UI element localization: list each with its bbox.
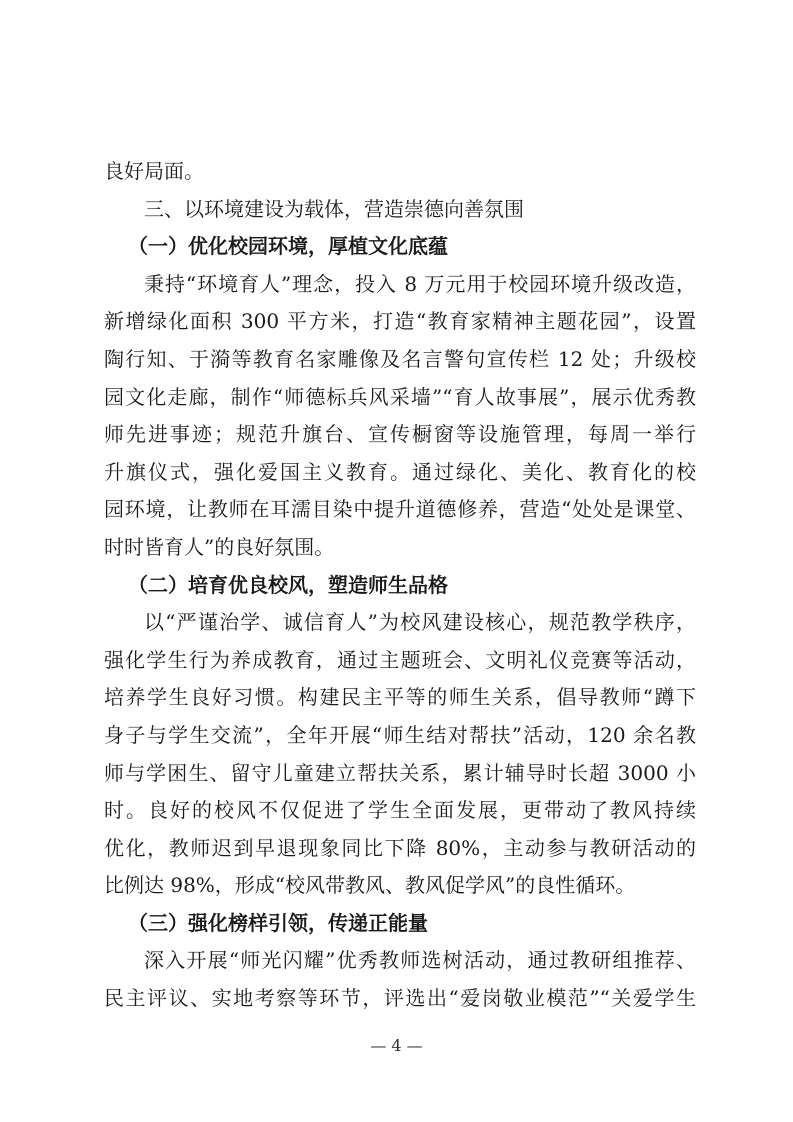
paragraph-line: 优化，教师迟到早退现象同比下降 80%，主动参与教研活动的	[104, 835, 696, 860]
paragraph-line: 园文化走廊，制作“师德标兵风采墙”“育人故事展”，展示优秀教	[104, 384, 696, 409]
page-number: — 4 —	[370, 1036, 423, 1055]
document-body	[104, 153, 696, 1018]
paragraph-line: 师先进事迹；规范升旗台、宣传橱窗等设施管理，每周一举行	[104, 422, 696, 447]
paragraph-line: 师与学困生、留守儿童建立帮扶关系，累计辅导时长超 3000 小	[104, 760, 696, 785]
paragraph-line: 升旗仪式，强化爱国主义教育。通过绿化、美化、教育化的校	[104, 459, 696, 484]
paragraph-line: 强化学生行为养成教育，通过主题班会、文明礼仪竞赛等活动，	[104, 647, 696, 672]
subsection-heading: （二）培育优良校风，塑造师生品格	[128, 572, 448, 597]
paragraph-line: 身子与学生交流”，全年开展“师生结对帮扶”活动，120 余名教	[104, 722, 696, 747]
subsection-heading: （三）强化榜样引领，传递正能量	[128, 910, 428, 935]
paragraph-line: 深入开展“师光闪耀”优秀教师选树活动，通过教研组推荐、	[144, 948, 696, 973]
subsection-heading: （一）优化校园环境，厚植文化底蕴	[128, 234, 448, 259]
paragraph-line: 培养学生良好习惯。构建民主平等的师生关系，倡导教师“蹲下	[104, 685, 696, 710]
paragraph-line: 园环境，让教师在耳濡目染中提升道德修养，营造“处处是课堂、	[104, 497, 696, 522]
paragraph-line: 比例达 98%，形成“校风带教风、教风促学风”的良性循环。	[104, 873, 636, 898]
paragraph-line: 良好局面。	[104, 159, 204, 183]
paragraph-line: 以“严谨治学、诚信育人”为校风建设核心，规范教学秩序，	[144, 610, 696, 635]
paragraph-line: 秉持“环境育人”理念，投入 8 万元用于校园环境升级改造，	[144, 271, 696, 296]
paragraph-line: 新增绿化面积 300 平方米，打造“教育家精神主题花园”，设置	[104, 309, 696, 334]
paragraph-line: 民主评议、实地考察等环节，评选出“爱岗敬业模范”“关爱学生	[104, 986, 696, 1011]
section-heading: 三、以环境建设为载体，营造崇德向善氛围	[144, 196, 524, 221]
paragraph-line: 陶行知、于漪等教育名家雕像及名言警句宣传栏 12 处；升级校	[104, 346, 696, 371]
paragraph-line: 时。良好的校风不仅促进了学生全面发展，更带动了教风持续	[104, 798, 696, 823]
paragraph-line: 时时皆育人”的良好氛围。	[104, 534, 335, 559]
